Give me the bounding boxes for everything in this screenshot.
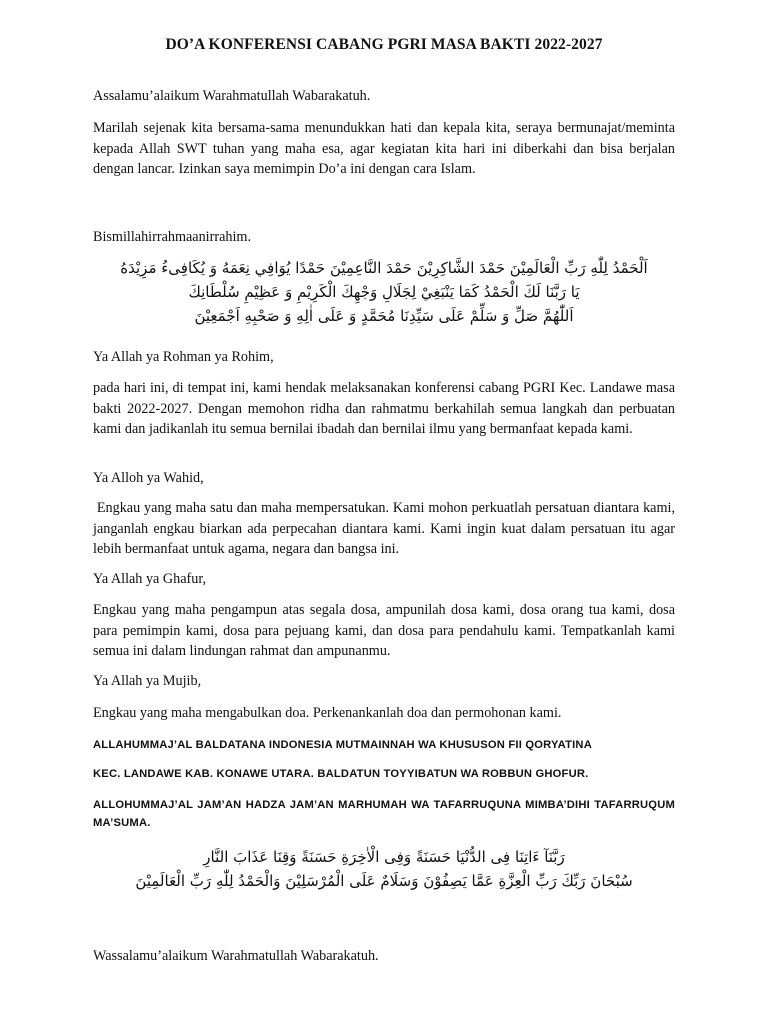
paragraph-persatuan: Engkau yang maha satu dan maha mempersatukan. Kami mohon perkuatlah persatuan diantara kami, janganlah engkau biarkan ada perpecahan diantara kami. Kami ingin kuat dalam persatuan itu agar lebih bermanfaat untuk agama, negara dan bangsa ini. — [93, 500, 675, 557]
arabic-opening-line: اَلْحَمْدُ لِلّٰهِ رَبِّ الْعَالَمِيْنَ حَمْدَ الشَّاكِرِيْنَ حَمْدَ النَّاعِمِيْنَ حَمْدًا يُوَافِي نِعَمَهُ وَ يُكَافِىءُ مَزِيْدَهُ — [120, 259, 648, 277]
arabic-opening-prayer — [93, 256, 675, 328]
closing-greeting: Wassalamu’alaikum Warahmatullah Wabarakatuh. — [93, 948, 379, 964]
arabic-closing-line: رَبَّنَآ ءَاتِنَا فِى الدُّنْيَا حَسَنَةً وَفِى الْاٰخِرَةِ حَسَنَةً وَقِنَا عَذَابَ النَّارِ — [203, 848, 565, 866]
caps-prayer-line: ALLAHUMMAJ’AL BALDATANA INDONESIA MUTMAINNAH WA KHUSUSON FII QORYATINA — [93, 739, 592, 751]
document-title: DO’A KONFERENSI CABANG PGRI MASA BAKTI 2022-2027 — [165, 36, 603, 53]
paragraph-pengampun: Engkau yang maha pengampun atas segala dosa, ampunilah dosa kami, dosa orang tua kami, dosa para pemimpin kami, dosa para pejuang kami, dan dosa para pendahulu kami. Tempatkanlah kami semua ini dalam lindungan rahmat dan ampunanmu. — [93, 602, 675, 659]
greeting: Assalamu’alaikum Warahmatullah Wabarakatuh. — [93, 88, 371, 104]
paragraph-doa: Engkau yang maha mengabulkan doa. Perkenankanlah doa dan permohonan kami. — [93, 705, 562, 721]
caps-prayer-line: ALLOHUMMAJ’AL JAM’AN HADZA JAM’AN MARHUMAH WA TAFARRUQUNA MIMBA’DIHI TAFARRUQUM MA’SUMA. — [93, 799, 675, 829]
invocation-rohman: Ya Allah ya Rohman ya Rohim, — [93, 349, 274, 365]
intro-paragraph: Marilah sejenak kita bersama-sama menundukkan hati dan kepala kita, seraya bermunajat/meminta kepada Allah SWT tuhan yang maha esa, agar kegiatan kita hari ini diberkahi dan bisa berjalan dengan lancar. Izinkan saya memimpin Do’a ini dengan cara Islam. — [93, 120, 675, 177]
arabic-opening-line: يَا رَبَّنَا لَكَ الْحَمْدُ كَمَا يَنْبَغِيْ لِجَلَالِ وَجْهِكَ الْكَرِيْمِ وَ عَظِيْمِ سُلْطَانِكَ — [188, 283, 580, 301]
invocation-wahid: Ya Alloh ya Wahid, — [93, 470, 204, 486]
arabic-opening-line: اَللّٰهُمَّ صَلِّ وَ سَلِّمْ عَلَى سَيِّدِنَا مُحَمَّدٍ وَ عَلَى اٰلِهِ وَ صَحْبِهِ اَجْمَعِيْنَ — [194, 307, 574, 325]
bismillah: Bismillahirrahmaanirrahim. — [93, 229, 251, 245]
paragraph-konferensi: pada hari ini, di tempat ini, kami hendak melaksanakan konferensi cabang PGRI Kec. Landawe masa bakti 2022-2027. Dengan memohon ridha dan rahmatmu berkahilah semua langkah dan perbuatan kami dan jadikanlah itu semua bernilai ibadah dan bernilai ilmu yang bermanfaat kepada kami. — [93, 380, 675, 437]
arabic-closing-line: سُبْحَانَ رَبِّكَ رَبِّ الْعِزَّةِ عَمَّا يَصِفُوْنَ وَسَلَامٌ عَلَى الْمُرْسَلِيْنَ وَالْحَمْدُ لِلّٰهِ رَبِّ الْعَالَمِيْنَ — [135, 872, 633, 890]
caps-prayer-line: KEC. LANDAWE KAB. KONAWE UTARA. BALDATUN TOYYIBATUN WA ROBBUN GHOFUR. — [93, 768, 589, 780]
arabic-closing-prayer — [93, 845, 675, 893]
invocation-mujib: Ya Allah ya Mujib, — [93, 673, 202, 689]
invocation-ghafur: Ya Allah ya Ghafur, — [93, 571, 207, 587]
